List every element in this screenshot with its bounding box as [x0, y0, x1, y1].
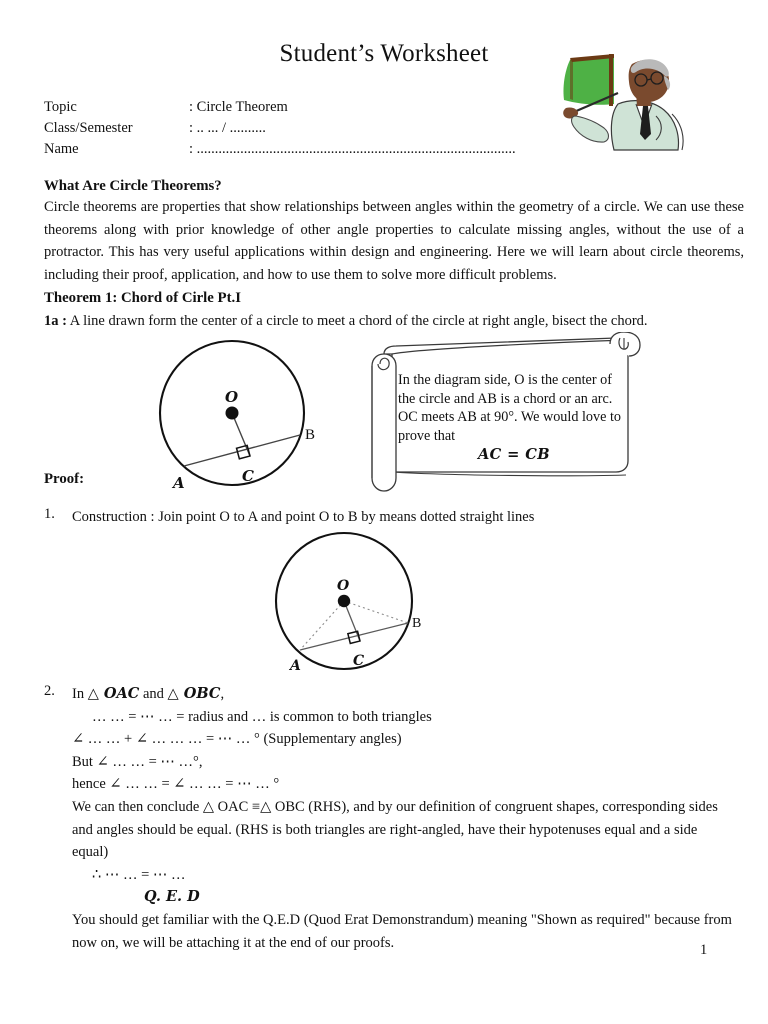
- proof-step-2-line-7: ∴ ⋯ … = ⋯ …: [92, 866, 186, 883]
- header-field-name: [44, 139, 564, 160]
- teacher-clipart: [552, 42, 696, 154]
- proof-step-2-line-3: ∠ … … + ∠ … … … = ⋯ … ° (Supplementary angles): [72, 731, 402, 748]
- intro-paragraph: Circle theorems are properties that show relationships between angles within the geometry of a circle. We can use these theorems along with prior knowledge of other angle properties to calculate missing angles, without the use of a protractor. This has very useful applications within design and engineering. Here we will learn about circle theorems, including their proof, application, and how to use them to solve more difficult problems.: [44, 199, 744, 283]
- figure-2-label-O: O: [337, 578, 350, 594]
- proof-step-2-line-5: hence ∠ … … = ∠ … … = ⋯ … °: [72, 776, 280, 793]
- line1-mid: and: [139, 686, 168, 702]
- scroll-note-equation: AC = CB: [477, 446, 551, 464]
- scroll-note-text: [398, 371, 630, 465]
- construction-line-OB: [344, 601, 408, 623]
- figure-2-label-A: A: [290, 658, 301, 674]
- theorem-statement-text: A line drawn form the center of a circle to meet a chord of the circle at right angle, bisect the chord.: [69, 313, 648, 329]
- intro-heading: What Are Circle Theorems?: [44, 178, 222, 194]
- page-title: Student’s Worksheet: [279, 40, 489, 67]
- figure-2-label-B: B: [412, 616, 422, 631]
- figure-1-label-A: A: [173, 474, 185, 492]
- header-field-class-semester: [44, 118, 564, 139]
- scroll-note-line-4: would love to prove that: [398, 409, 621, 444]
- proof-step-2-line-9: You should get familiar with the Q.E.D (Quod Erat Demonstrandum) meaning "Shown as required" because from now on, we will be attaching it at the end of our proofs.: [72, 911, 736, 951]
- figure-1-label-C: C: [242, 467, 254, 485]
- figure-2-circle-diagram: [252, 528, 442, 688]
- theorem-heading: Theorem 1: Chord of Cirle Pt.I: [44, 290, 241, 306]
- header-field-class-semester-value[interactable]: : .. ... / ..........: [189, 120, 266, 136]
- header-field-topic-value[interactable]: : Circle Theorem: [189, 99, 288, 115]
- proof-step-2-qed: Q. E. D: [144, 888, 200, 906]
- line1-pre: In: [72, 686, 88, 702]
- proof-step-2-line-4: But ∠ … … = ⋯ …°,: [72, 753, 203, 770]
- line1-triangle-2: △ OBC: [167, 685, 221, 702]
- header-field-name-value[interactable]: : ........................................................................................: [189, 141, 516, 157]
- figure-2-label-C: C: [353, 653, 365, 669]
- proof-step-2-line-1: [72, 683, 732, 706]
- theorem-statement-label: 1a :: [44, 313, 67, 329]
- line1-triangle-1: △ OAC: [87, 685, 140, 702]
- line1-post: ,: [220, 686, 225, 702]
- construction-line-OA: [300, 601, 344, 650]
- header-field-topic: [44, 97, 564, 118]
- figure-1-label-B: B: [305, 427, 316, 443]
- proof-step-2-text: [72, 683, 736, 954]
- proof-step-1-text: Construction : Join point O to A and point O to B by means dotted straight lines: [72, 509, 535, 525]
- scroll-note-line-2: of the circle and AB is a chord or: [398, 372, 612, 407]
- proof-step-2-line-2: … … = ⋯ … = radius and … is common to both triangles: [92, 708, 432, 725]
- worksheet-header-fields: [44, 97, 564, 160]
- figure-1-circle-diagram: [142, 338, 332, 503]
- scroll-note-line-3: an arc. OC meets AB at 90°. We: [398, 390, 613, 426]
- proof-label: Proof:: [44, 471, 84, 487]
- header-field-class-semester-label: Class/Semester: [44, 120, 133, 136]
- proof-step-2-line-6: We can then conclude △ OAC ≡△ OBC (RHS), and by our definition of congruent shapes, corresponding sides and angles should be equal. (RHS is both triangles are right-angled, have their hypotenuses equal and a side equal): [72, 798, 722, 861]
- theorem-statement: [44, 310, 744, 333]
- page-number: 1: [700, 942, 708, 958]
- proof-step-2-number: 2.: [44, 683, 55, 699]
- header-field-name-label: Name: [44, 141, 79, 157]
- scroll-note-line-1: In the diagram side, O is the center: [398, 372, 597, 388]
- header-field-topic-label: Topic: [44, 99, 77, 115]
- figure-1-label-O: O: [225, 388, 239, 406]
- proof-step-1-number: 1.: [44, 506, 55, 522]
